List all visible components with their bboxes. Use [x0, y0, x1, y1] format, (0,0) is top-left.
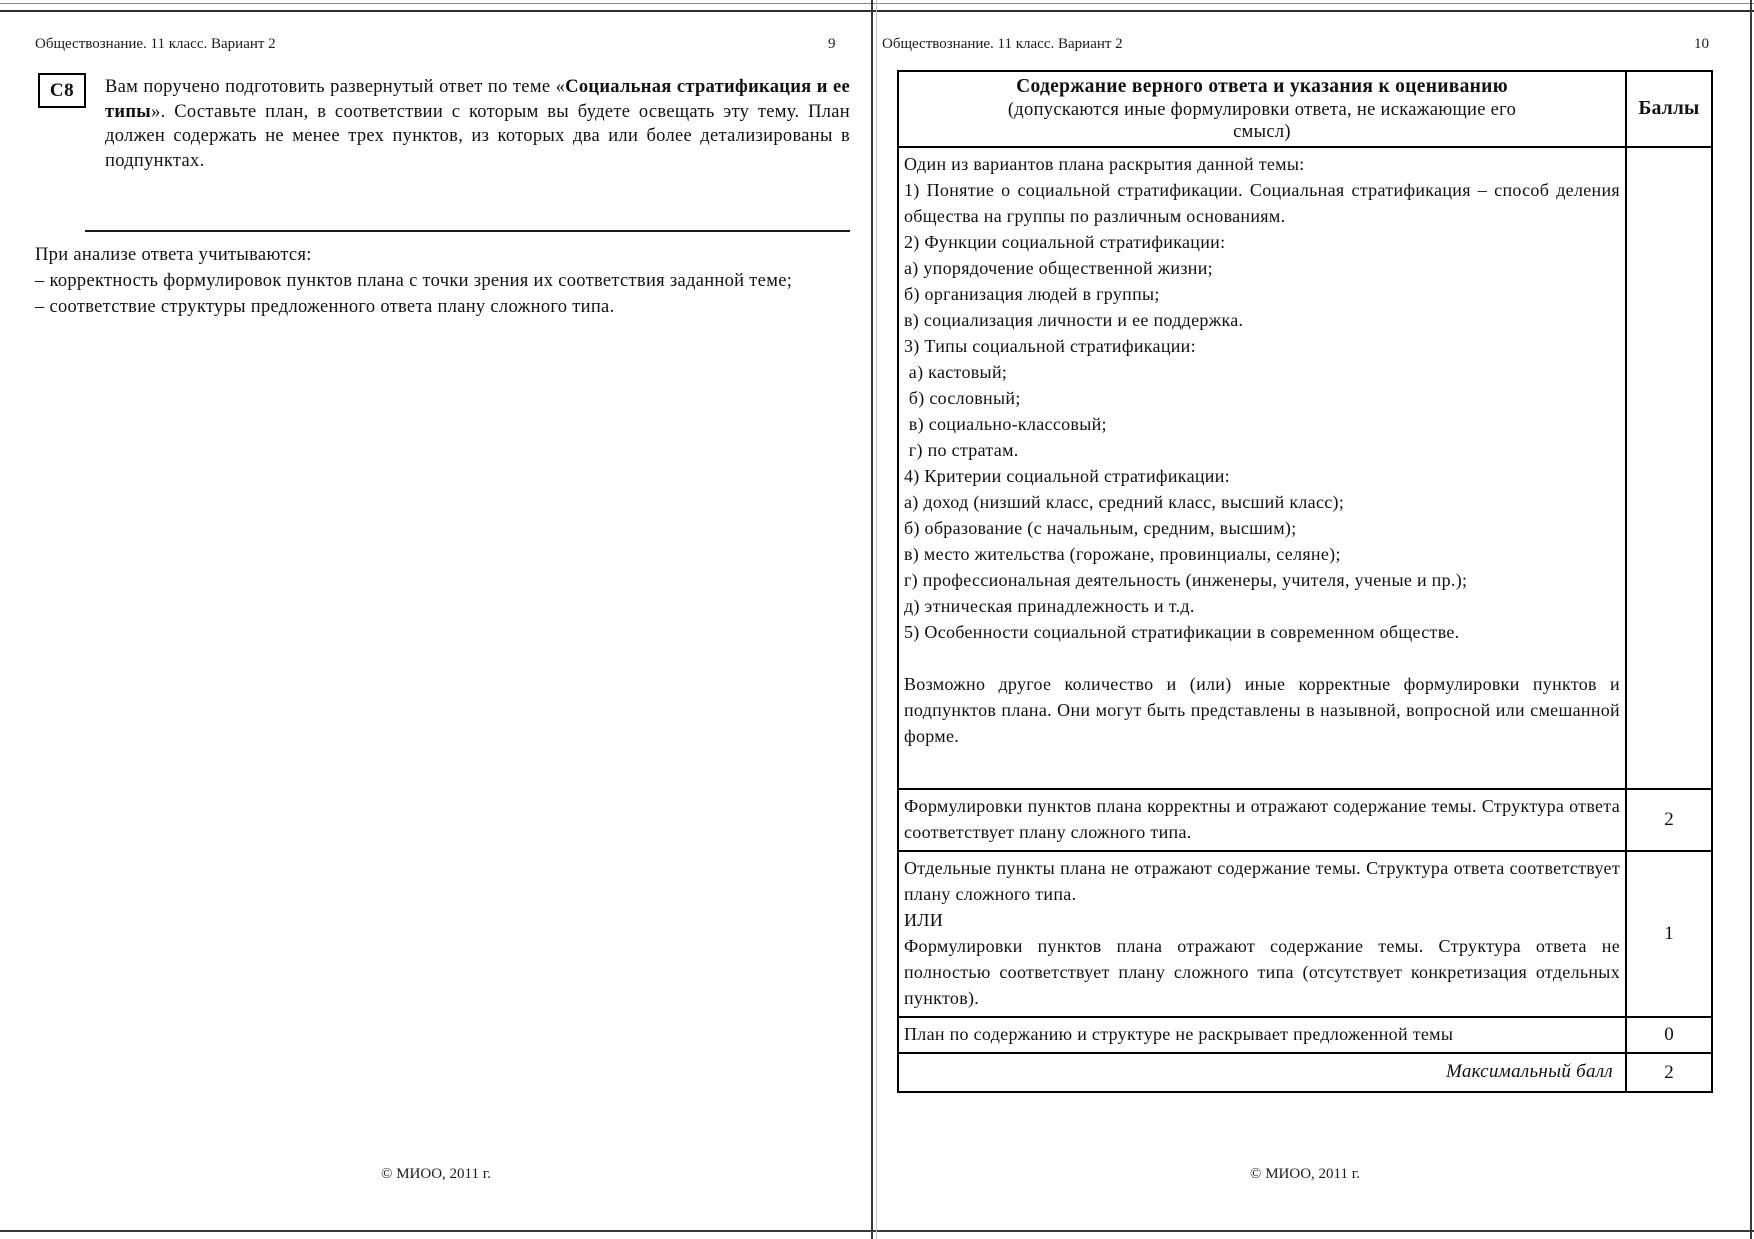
question-rest: ». Составьте план, в соответствии с которым вы будете освещать эту тему. План должен содержать не менее трех пунктов, из которых два или более детализированы в подпунктах.: [105, 101, 850, 171]
right-edge-rule: [1750, 0, 1752, 1239]
answer-line: а) доход (низший класс, средний класс, высший класс);: [904, 492, 1345, 512]
criteria-item: – соответствие структуры предложенного ответа плану сложного типа.: [35, 297, 615, 317]
copyright-left: © МИОО, 2011 г.: [381, 1166, 491, 1182]
scoring-table: [897, 70, 1713, 1093]
table-header-row: [899, 72, 1711, 146]
table-header-score-cell: Баллы: [1638, 98, 1700, 119]
answer-line: Возможно другое количество и (или) иные корректные формулировки пунктов и подпунктов плана. Они могут быть представлены в назывной, вопросной или смешанной форме.: [904, 674, 1620, 746]
answer-line: а) упорядочение общественной жизни;: [904, 258, 1213, 278]
top-rule-thick: [0, 10, 1754, 12]
answer-line: 2) Функции социальной стратификации:: [904, 232, 1226, 252]
max-score-row: [899, 1052, 1711, 1091]
page-divider-shadow: [876, 0, 877, 1239]
answer-line: в) социализация личности и ее поддержка.: [904, 310, 1244, 330]
answer-line: 5) Особенности социальной стратификации в современном обществе.: [904, 622, 1460, 642]
answer-line: Один из вариантов плана раскрытия данной темы:: [904, 154, 1305, 174]
criteria-item: – корректность формулировок пунктов плана с точки зрения их соответствия заданной теме;: [35, 271, 793, 291]
table-header-content-cell: [899, 72, 1627, 146]
score-row-1-paragraph-b: Формулировки пунктов плана отражают содержание темы. Структура ответа не полностью соответствует плану сложного типа (отсутствует конкретизация отдельных пунктов).: [904, 936, 1620, 1008]
running-header-right: Обществознание. 11 класс. Вариант 2: [882, 36, 1123, 52]
page-number-left: 9: [828, 36, 836, 52]
score-row-0-paragraph: План по содержанию и структуре не раскрывает предложенной темы: [904, 1024, 1454, 1044]
score-row-0: [899, 1016, 1711, 1052]
score-row-0-text: [899, 1018, 1627, 1052]
page-divider: [871, 0, 873, 1239]
answer-line: г) по стратам.: [904, 440, 1019, 460]
answer-line: б) образование (с начальным, средним, высшим);: [904, 518, 1297, 538]
score-row-1-text: [899, 852, 1627, 1016]
top-rule: [0, 3, 1754, 4]
score-row-2-text: [899, 790, 1627, 850]
answer-line: 3) Типы социальной стратификации:: [904, 336, 1196, 356]
question-number: С8: [49, 79, 75, 101]
max-score-label: Максимальный балл: [1446, 1061, 1613, 1082]
table-header-title: Содержание верного ответа и указания к оцениванию: [1016, 76, 1508, 97]
question-text: [105, 75, 850, 173]
criteria-intro: При анализе ответа учитываются:: [35, 245, 312, 265]
answer-plan-cell: [899, 148, 1627, 788]
max-score-label-cell: [899, 1054, 1627, 1091]
score-row-2-paragraph: Формулировки пунктов плана корректны и отражают содержание темы. Структура ответа соответствует плану сложного типа.: [904, 796, 1620, 842]
answer-line: 4) Критерии социальной стратификации:: [904, 466, 1230, 486]
question-number-box: [38, 73, 86, 108]
table-header-subtitle: (допускаются иные формулировки ответа, не искажающие его смысл): [1007, 100, 1517, 142]
answer-line: б) сословный;: [904, 388, 1021, 408]
criteria-block: [35, 242, 850, 320]
question-topic: Социальная стратификация и ее типы: [105, 77, 851, 122]
copyright-right: © МИОО, 2011 г.: [1250, 1166, 1360, 1182]
score-row-0-value: 0: [1664, 1024, 1674, 1045]
score-row-2-value: 2: [1664, 809, 1674, 830]
answer-line: б) организация людей в группы;: [904, 284, 1160, 304]
running-header-left: Обществознание. 11 класс. Вариант 2: [35, 36, 276, 52]
answer-line: 1) Понятие о социальной стратификации. Социальная стратификация – способ деления общества на группы по различным основаниям.: [904, 180, 1620, 226]
answer-line: г) профессиональная деятельность (инженеры, учителя, ученые и пр.);: [904, 570, 1468, 590]
bottom-rule: [0, 1230, 1754, 1232]
score-row-1-or-label: ИЛИ: [904, 910, 944, 930]
score-row-1: [899, 850, 1711, 1016]
answer-line: в) место жительства (горожане, провинциалы, селяне);: [904, 544, 1341, 564]
answer-plan-row: [899, 146, 1711, 788]
answer-line: [904, 645, 1620, 671]
criteria-list: [35, 268, 850, 320]
answer-line: а) кастовый;: [904, 362, 1008, 382]
section-rule: [85, 230, 850, 232]
page-number-right: 10: [1694, 36, 1709, 52]
score-row-2: [899, 788, 1711, 850]
question-lead: Вам поручено подготовить развернутый ответ по теме «: [105, 77, 566, 97]
answer-line: в) социально-классовый;: [904, 414, 1107, 434]
answer-line: д) этническая принадлежность и т.д.: [904, 596, 1195, 616]
max-score-value: 2: [1664, 1061, 1674, 1083]
answer-score-cell: [1627, 148, 1711, 788]
score-row-1-value: 1: [1664, 923, 1674, 944]
score-row-1-paragraph-a: Отдельные пункты плана не отражают содержание темы. Структура ответа соответствует плану сложного типа.: [904, 858, 1620, 904]
